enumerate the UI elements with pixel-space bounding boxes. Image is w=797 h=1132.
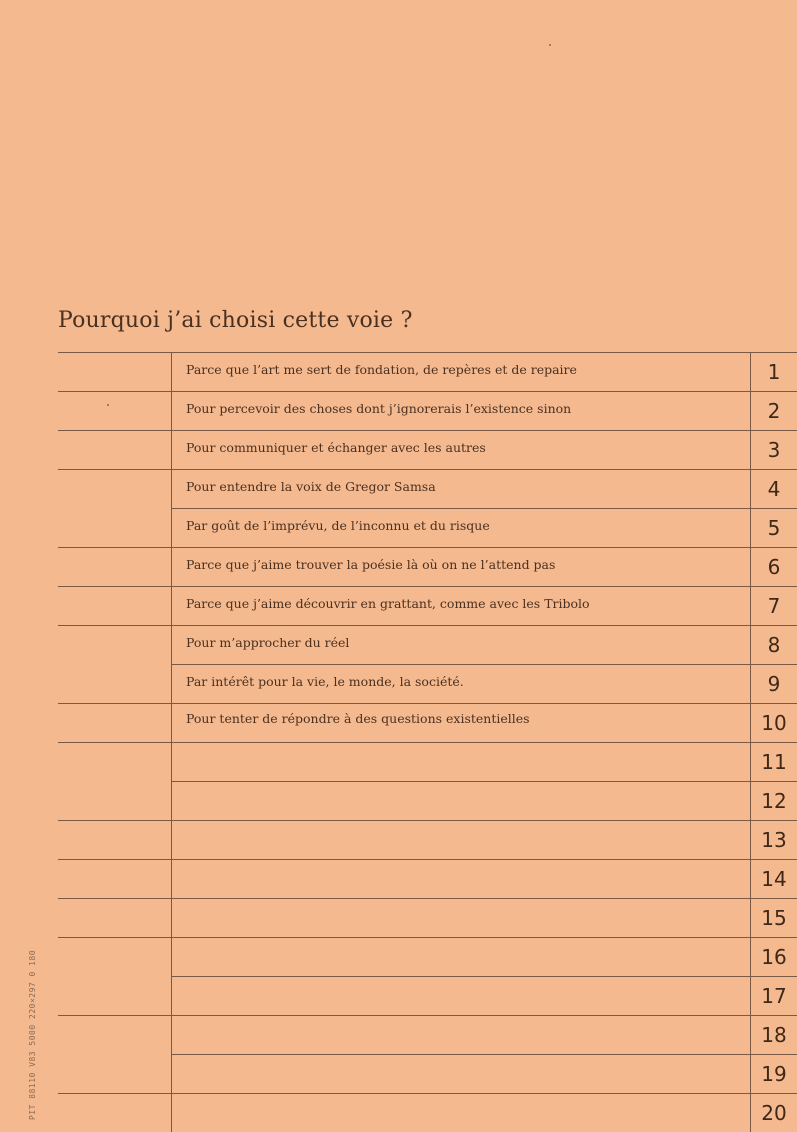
row-number: 8	[767, 633, 781, 657]
row-rule	[58, 547, 797, 548]
form-row	[0, 781, 797, 820]
row-number: 14	[761, 867, 787, 891]
form-row	[0, 1054, 797, 1093]
row-rule	[58, 859, 797, 860]
answer-text: Par intérêt pour la vie, le monde, la société.	[186, 674, 464, 689]
form-row	[0, 742, 797, 781]
column-rule	[171, 937, 172, 976]
number-column-rule	[750, 391, 751, 430]
form-row	[0, 703, 797, 742]
answer-text: Pour tenter de répondre à des questions existentielles	[186, 711, 530, 726]
row-number: 18	[761, 1023, 787, 1047]
column-rule	[171, 508, 172, 547]
row-rule	[58, 820, 797, 821]
column-rule	[171, 1015, 172, 1054]
number-column-rule	[750, 742, 751, 781]
row-number: 1	[767, 360, 781, 384]
number-column-rule	[750, 898, 751, 937]
column-rule	[171, 625, 172, 664]
form-row	[0, 625, 797, 664]
number-column-rule	[750, 469, 751, 508]
row-number: 2	[767, 399, 781, 423]
row-number: 3	[767, 438, 781, 462]
row-number: 7	[767, 594, 781, 618]
number-column-rule	[750, 664, 751, 703]
column-rule	[171, 391, 172, 430]
row-rule	[58, 430, 797, 431]
form-row	[0, 508, 797, 547]
row-number: 11	[761, 750, 787, 774]
form-row	[0, 430, 797, 469]
number-column-rule	[750, 1015, 751, 1054]
row-rule	[58, 391, 797, 392]
printer-code: PIT 88110 V83 5000 220×297 0 180	[28, 949, 37, 1120]
number-column-rule	[750, 820, 751, 859]
form-row	[0, 469, 797, 508]
column-rule	[171, 742, 172, 781]
row-rule	[171, 781, 797, 782]
column-rule	[171, 781, 172, 820]
row-rule	[58, 469, 797, 470]
row-number: 19	[761, 1062, 787, 1086]
form-row	[0, 664, 797, 703]
answer-text: Parce que l’art me sert de fondation, de repères et de repaire	[186, 362, 577, 377]
row-number: 12	[761, 789, 787, 813]
paper-speck	[107, 404, 109, 406]
number-column-rule	[750, 859, 751, 898]
column-rule	[171, 352, 172, 391]
row-number: 17	[761, 984, 787, 1008]
column-rule	[171, 976, 172, 1015]
row-rule	[171, 1054, 797, 1055]
row-number: 16	[761, 945, 787, 969]
column-rule	[171, 703, 172, 742]
number-column-rule	[750, 781, 751, 820]
column-rule	[171, 898, 172, 937]
row-rule	[58, 586, 797, 587]
row-rule	[58, 742, 797, 743]
form-row	[0, 586, 797, 625]
form-row	[0, 859, 797, 898]
form-row	[0, 937, 797, 976]
number-column-rule	[750, 937, 751, 976]
number-column-rule	[750, 508, 751, 547]
answer-text: Pour m’approcher du réel	[186, 635, 350, 650]
column-rule	[171, 430, 172, 469]
paper-speck	[549, 44, 551, 46]
row-rule	[58, 703, 797, 704]
number-column-rule	[750, 586, 751, 625]
row-number: 13	[761, 828, 787, 852]
page-title: Pourquoi j’ai choisi cette voie ?	[58, 308, 413, 333]
form-row	[0, 352, 797, 391]
row-rule	[171, 508, 797, 509]
column-rule	[171, 1093, 172, 1132]
row-number: 15	[761, 906, 787, 930]
number-column-rule	[750, 430, 751, 469]
column-rule	[171, 469, 172, 508]
form-row	[0, 820, 797, 859]
answer-text: Parce que j’aime trouver la poésie là où on ne l’attend pas	[186, 557, 556, 572]
row-number: 4	[767, 477, 781, 501]
row-rule	[171, 664, 797, 665]
form-row	[0, 976, 797, 1015]
column-rule	[171, 1054, 172, 1093]
answer-text: Pour entendre la voix de Gregor Samsa	[186, 479, 436, 494]
number-column-rule	[750, 547, 751, 586]
number-column-rule	[750, 976, 751, 1015]
answer-text: Pour percevoir des choses dont j’ignorerais l’existence sinon	[186, 401, 572, 416]
row-number: 5	[767, 516, 781, 540]
number-column-rule	[750, 703, 751, 742]
row-number: 20	[761, 1101, 787, 1125]
form-row	[0, 1015, 797, 1054]
row-rule	[58, 1015, 797, 1016]
row-rule	[58, 937, 797, 938]
column-rule	[171, 859, 172, 898]
answer-text: Par goût de l’imprévu, de l’inconnu et du risque	[186, 518, 490, 533]
column-rule	[171, 547, 172, 586]
column-rule	[171, 820, 172, 859]
row-rule	[58, 352, 797, 353]
row-number: 10	[761, 711, 787, 735]
row-rule	[58, 625, 797, 626]
number-column-rule	[750, 352, 751, 391]
row-rule	[58, 1093, 797, 1094]
form-row	[0, 391, 797, 430]
column-rule	[171, 586, 172, 625]
answer-text: Pour communiquer et échanger avec les autres	[186, 440, 486, 455]
column-rule	[171, 664, 172, 703]
row-number: 6	[767, 555, 781, 579]
form-row	[0, 1093, 797, 1132]
number-column-rule	[750, 625, 751, 664]
answer-text: Parce que j’aime découvrir en grattant, comme avec les Tribolo	[186, 596, 590, 611]
row-number: 9	[767, 672, 781, 696]
row-rule	[171, 976, 797, 977]
row-rule	[58, 898, 797, 899]
number-column-rule	[750, 1093, 751, 1132]
form-row	[0, 898, 797, 937]
number-column-rule	[750, 1054, 751, 1093]
form-row	[0, 547, 797, 586]
